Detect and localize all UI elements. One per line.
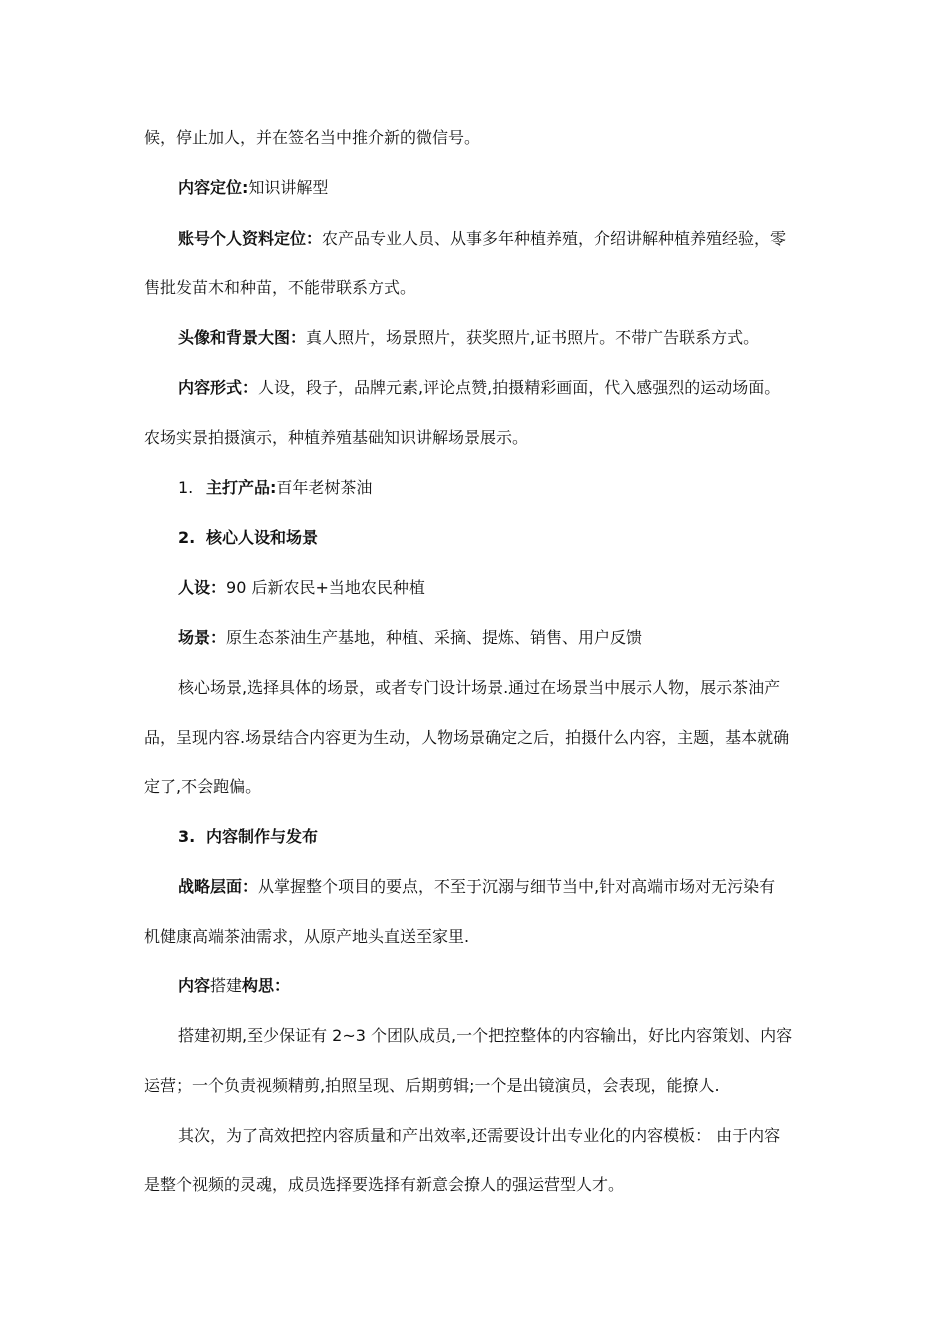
content-positioning-label: 内容定位: [178,178,249,197]
core-scene-line2: 品，呈现内容.场景结合内容更为生动，人物场景确定之后，拍摄什么内容，主题，基本就确 [144,728,790,747]
list-number: 2. [178,528,196,547]
list-item-main-product: 1. 主打产品:百年老树茶油 [178,478,373,497]
strategy-line2: 机健康高端茶油需求，从原产地头直送至家里. [144,927,470,946]
template-line2: 是整个视频的灵魂，成员选择要选择有新意会撩人的强运营型人才。 [144,1175,625,1194]
strategy-line1: 战略层面：从掌握整个项目的要点，不至于沉溺与细节当中,针对高端市场对无污染有 [178,877,776,896]
production-heading: 内容制作与发布 [206,827,319,846]
persona-label: 人设： [178,578,227,597]
content-format-label: 内容形式： [178,378,259,397]
scene-label: 场景： [178,628,227,647]
team-line1: 搭建初期,至少保证有 2~3 个团队成员,一个把控整体的内容输出，好比内容策划、内容 [178,1026,793,1045]
core-scene-line1: 核心场景,选择具体的场景，或者专门设计场景.通过在场景当中展示人物，展示茶油产 [178,678,781,697]
template-line1: 其次，为了高效把控内容质量和产出效率,还需要设计出专业化的内容模板： 由于内容 [178,1126,781,1145]
profile-positioning-line2: 售批发苗木和种苗，不能带联系方式。 [144,278,417,297]
list-number: 1. [178,478,194,497]
profile-positioning-label: 账号个人资料定位： [178,229,323,248]
avatar-background-label: 头像和背景大图： [178,328,307,347]
content-format-line1: 内容形式：人设，段子，品牌元素,评论点赞,拍摄精彩画面，代入感强烈的运动场面。 [178,378,781,397]
list-item-core-persona [178,527,824,549]
list-item-production [178,826,824,848]
strategy-label: 战略层面： [178,877,259,896]
persona: 人设：90 后新农民+当地农民种植 [178,578,425,597]
core-persona-heading: 核心人设和场景 [206,528,319,547]
team-line2: 运营；一个负责视频精剪,拍照呈现、后期剪辑;一个是出镜演员，会表现，能撩人. [144,1076,720,1095]
scene: 场景：原生态茶油生产基地，种植、采摘、提炼、销售、用户反馈 [178,628,643,647]
content-build-heading: 内容搭建构思： [178,976,291,995]
core-scene-line3: 定了,不会跑偏。 [144,777,262,796]
profile-positioning-line1: 账号个人资料定位：农产品专业人员、从事多年种植养殖，介绍讲解种植养殖经验，零 [178,229,787,248]
content-format-line2: 农场实景拍摄演示，种植养殖基础知识讲解场景展示。 [144,428,529,447]
list-number: 3. [178,827,196,846]
avatar-background: 头像和背景大图：真人照片，场景照片，获奖照片,证书照片。不带广告联系方式。 [178,328,760,347]
main-product-label: 主打产品: [206,478,277,497]
paragraph-continuation: 候，停止加人，并在签名当中推介新的微信号。 [144,128,481,147]
content-positioning: 内容定位:知识讲解型 [178,178,329,197]
